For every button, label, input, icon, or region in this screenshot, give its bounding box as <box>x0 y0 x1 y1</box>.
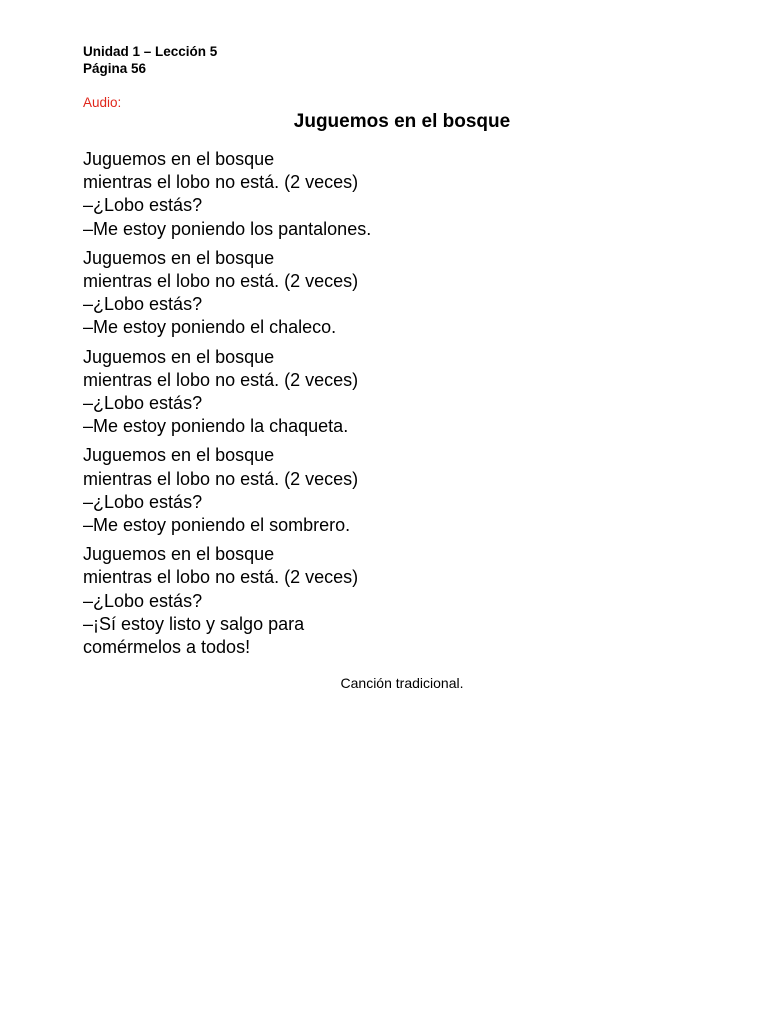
page-header <box>83 43 217 77</box>
lyric-line: –¡Sí estoy listo y salgo para <box>83 613 305 634</box>
lyric-line: mientras el lobo no está. (2 veces) <box>83 369 359 390</box>
audio-label: Audio: <box>83 95 122 110</box>
song-credit: Canción tradicional. <box>340 675 464 691</box>
lyric-line: –¿Lobo estás? <box>83 491 203 512</box>
lyric-line: mientras el lobo no está. (2 veces) <box>83 271 359 292</box>
lyric-line: –¿Lobo estás? <box>83 393 203 414</box>
stanza <box>83 444 371 537</box>
lyric-line: –¿Lobo estás? <box>83 294 203 315</box>
song-title: Juguemos en el bosque <box>293 111 511 132</box>
lyric-line: –Me estoy poniendo los pantalones. <box>83 218 372 239</box>
lyric-line: Juguemos en el bosque <box>83 149 275 169</box>
lyric-line: mientras el lobo no está. (2 veces) <box>83 567 359 588</box>
stanza <box>83 148 371 241</box>
stanza <box>83 346 371 439</box>
lyric-line: Juguemos en el bosque <box>83 445 275 466</box>
lyric-line: –¿Lobo estás? <box>83 590 203 611</box>
lyric-line: Juguemos en el bosque <box>83 544 275 565</box>
lyric-line: –Me estoy poniendo el sombrero. <box>83 515 351 536</box>
lyric-line: Juguemos en el bosque <box>83 346 275 367</box>
unit-lesson-label: Unidad 1 – Lección 5 <box>83 44 218 59</box>
lyric-line: mientras el lobo no está. (2 veces) <box>83 468 359 489</box>
page-number-label: Página 56 <box>83 61 147 76</box>
stanza <box>83 247 371 340</box>
lyric-line: –Me estoy poniendo el chaleco. <box>83 317 337 338</box>
lyric-line: Juguemos en el bosque <box>83 247 275 268</box>
lyric-line: –¿Lobo estás? <box>83 195 203 216</box>
lyric-line: –Me estoy poniendo la chaqueta. <box>83 416 349 437</box>
lyric-line: mientras el lobo no está. (2 veces) <box>83 172 359 193</box>
song-lyrics <box>83 148 371 665</box>
lyric-line: comérmelos a todos! <box>83 637 251 658</box>
stanza <box>83 543 371 659</box>
